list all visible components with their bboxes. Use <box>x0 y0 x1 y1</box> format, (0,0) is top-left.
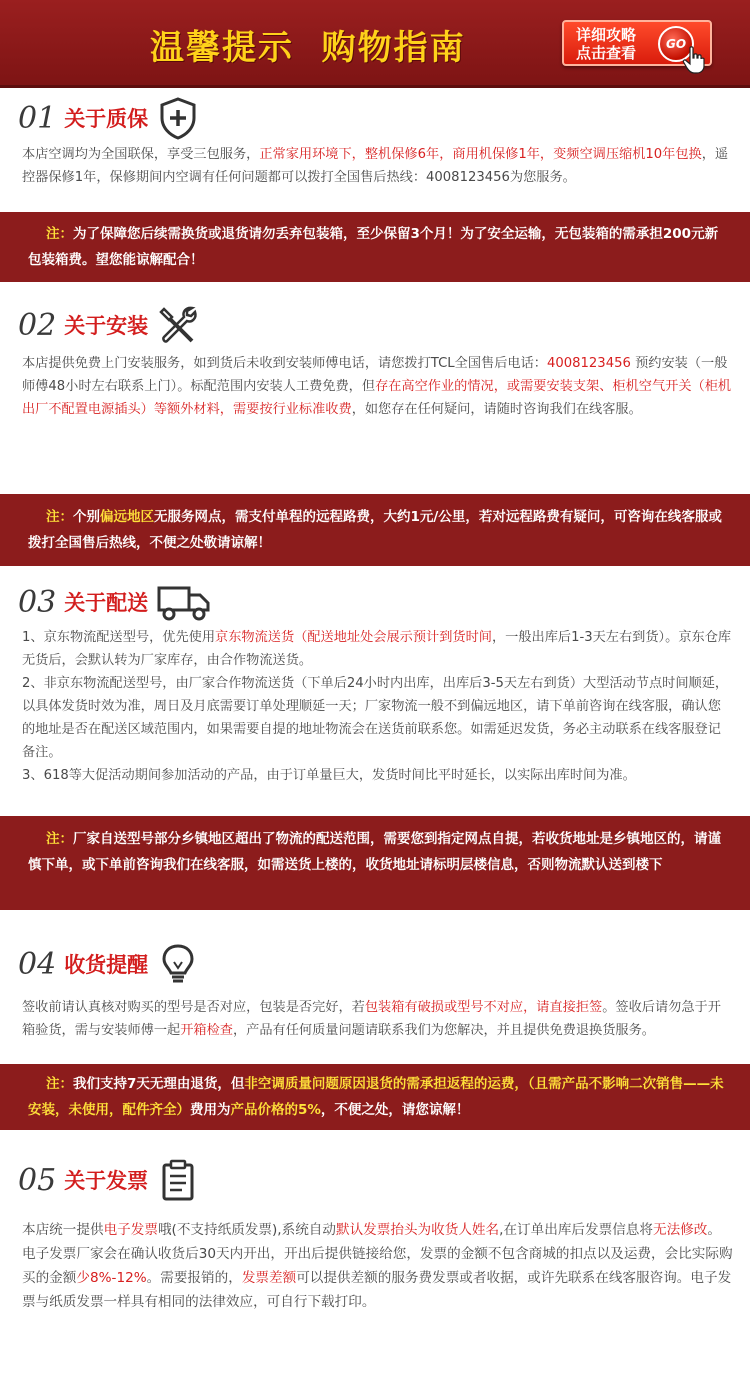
text-run: 签收前请认真核对购买的型号是否对应，包装是否完好，若 <box>22 1000 365 1015</box>
notice-text: 厂家自送型号部分乡镇地区超出了物流的配送范围，需要您到指定网点自提，若收货地址是乡镇地区的，请谨慎下单，或下单前咨询我们在线客服，如需送货上楼的，收货地址请标明层楼信息，否则物流默认送到楼下 <box>28 831 721 873</box>
details-guide-button[interactable] <box>562 20 712 66</box>
page-title: 温馨提示 购物指南 <box>150 28 466 68</box>
text-run: 。电子发票厂家会在确认收货后30天内开出，开出后提供链接给您，发票的金额不包含商城的扣点以及运费，会比实际购买的金额 <box>22 1222 733 1286</box>
notice-text: 为了保障您后续需换货或退货请勿丢弃包装箱，至少保留3个月！为了安全运输，无包装箱的需承担200元新包装箱费。望您能谅解配合！ <box>28 226 719 268</box>
shield-plus-icon <box>156 96 200 140</box>
text-run: 本店空调均为全国联保，享受三包服务， <box>22 147 260 162</box>
section-03-heading <box>18 582 212 622</box>
notice-text: 无服务网点，需支付单程的远程路费，大约1元/公里，若对远程路费有疑问，可咨询在线客服或拨打全国售后热线，不便之处敬请谅解！ <box>28 509 722 551</box>
delivery-point-3: 3、618等大促活动期间参加活动的产品，由于订单量巨大，发货时间比平时延长，以实际出库时间为准。 <box>22 768 636 783</box>
hotline-number: 4008123456 <box>546 356 631 371</box>
highlight-text: 默认发票抬头为收货人姓名 <box>336 1222 500 1238</box>
notice-remote-area <box>0 494 750 566</box>
notice-text: 费用为 <box>190 1102 231 1118</box>
section-title: 关于安装 <box>64 314 149 338</box>
text-run: ，产品有任何质量问题请联系我们为您解决，并且提供免费退换货服务。 <box>233 1023 655 1038</box>
delivery-point-1 <box>22 626 734 672</box>
invoice-clipboard-icon <box>156 1158 200 1202</box>
section-title: 收货提醒 <box>64 953 149 977</box>
lightbulb-icon <box>156 942 200 986</box>
notice-label: 注： <box>46 831 73 847</box>
section-02-heading <box>18 305 200 345</box>
section-04-text <box>22 996 734 1042</box>
text-run: 本店统一提供 <box>22 1222 104 1238</box>
text-run: 可以提供差额的服务费发票或者收据，或许先联系在线客服咨询。电子发票与纸质发票一样具有相同的法律效应，可自行下载打印。 <box>22 1270 732 1310</box>
text-run: 1、京东物流配送型号，优先使用 <box>22 630 216 645</box>
highlight-text: 开箱检查 <box>180 1023 233 1038</box>
text-run: ，如您存在任何疑问，请随时咨询我们在线客服。 <box>351 402 642 417</box>
cta-line1: 详细攻略 <box>576 26 637 44</box>
notice-highlight: 产品价格的5% <box>230 1102 321 1118</box>
section-number: 02 <box>18 307 57 343</box>
section-number: 05 <box>18 1162 57 1198</box>
tools-icon <box>156 303 200 347</box>
notice-label: 注： <box>46 1076 73 1092</box>
highlight-text: 少8%-12% <box>76 1270 147 1286</box>
text-run: 预约安装（一般师傅48小时左右联系上门）。标配范围内安装人工费免费，但 <box>22 356 728 394</box>
highlight-text: 京东物流送货（配送地址处会展示预计到货时间 <box>215 630 492 645</box>
text-run: ，一般出库后1-3天左右到货）。京东仓库无货后，会默认转为厂家库存，由合作物流送货。 <box>22 630 732 668</box>
section-05-text <box>22 1218 734 1314</box>
notice-packaging <box>0 212 750 282</box>
header-banner <box>0 0 750 88</box>
text-run: ,在订单出库后发票信息将 <box>499 1222 653 1238</box>
highlight-text: 发票差额 <box>241 1270 297 1286</box>
section-title: 关于配送 <box>64 591 149 615</box>
notice-text: 个别 <box>73 509 100 525</box>
go-badge[interactable]: GO <box>658 26 694 62</box>
delivery-point-2: 2、非京东物流配送型号，由厂家合作物流送货（下单后24小时内出库，出库后3-5天左右到货）大型活动节点时间顺延，以具体发货时效为准，周日及月底需要订单处理顺延一天；厂家物流一般不到偏远地区，请下单前咨询在线客服，确认您的地址是否在配送区域范围内，如果需要自提的地址物流会在送货前联系您。如需延迟发货，务必主动联系在线客服登记备注。 <box>22 676 729 760</box>
delivery-truck-icon <box>156 580 212 624</box>
section-01-heading <box>18 98 200 138</box>
section-number: 01 <box>18 100 57 136</box>
text-run: 。需要报销的， <box>146 1270 242 1286</box>
cta-line2: 点击查看 <box>576 44 637 62</box>
text-run: 本店提供免费上门安装服务，如到货后未收到安装师傅电话，请您拨打TCL全国售后电话： <box>22 356 547 371</box>
notice-highlight: 非空调质量问题原因退货的需承担返程的运费，（且需产品不影响二次销售——未安装，未使用，配件齐全） <box>28 1076 724 1118</box>
notice-highlight: 偏远地区 <box>100 509 154 525</box>
notice-text: ，不便之处，请您谅解！ <box>320 1102 470 1118</box>
notice-label: 注： <box>46 226 73 242</box>
section-05-heading <box>18 1160 200 1200</box>
section-number: 03 <box>18 584 57 620</box>
highlight-text: 无法修改 <box>652 1222 708 1238</box>
notice-returns <box>0 1064 750 1130</box>
text-run: 哦(不支持纸质发票),系统自动 <box>157 1222 336 1238</box>
section-number: 04 <box>18 946 57 982</box>
notice-township <box>0 816 750 910</box>
highlight-text: 电子发票 <box>103 1222 158 1238</box>
section-01-text <box>22 143 734 189</box>
section-03-text <box>22 626 734 787</box>
highlight-text: 包装箱有破损或型号不对应，请直接拒签 <box>364 1000 603 1015</box>
section-04-heading <box>18 944 200 984</box>
cta-label <box>576 26 636 62</box>
text-run: 。签收后请勿急于开箱验货，需与安装师傅一起 <box>22 1000 721 1038</box>
section-title: 关于质保 <box>64 107 149 131</box>
text-run: ，遥控器保修1年，保修期间内空调有任何问题都可以拨打全国售后热线：4008123456为您服务。 <box>22 147 729 185</box>
section-02-text <box>22 352 734 421</box>
pointer-hand-icon <box>682 46 706 74</box>
notice-label: 注： <box>46 509 73 525</box>
highlight-text: 正常家用环境下，整机保修6年，商用机保修1年，变频空调压缩机10年包换 <box>259 147 702 162</box>
highlight-text: 存在高空作业的情况，或需要安装支架、柜机空气开关（柜机出厂不配置电源插头）等额外材料，需要按行业标准收费 <box>22 379 732 417</box>
notice-text: 我们支持7天无理由退货，但 <box>73 1076 245 1092</box>
section-title: 关于发票 <box>64 1169 149 1193</box>
